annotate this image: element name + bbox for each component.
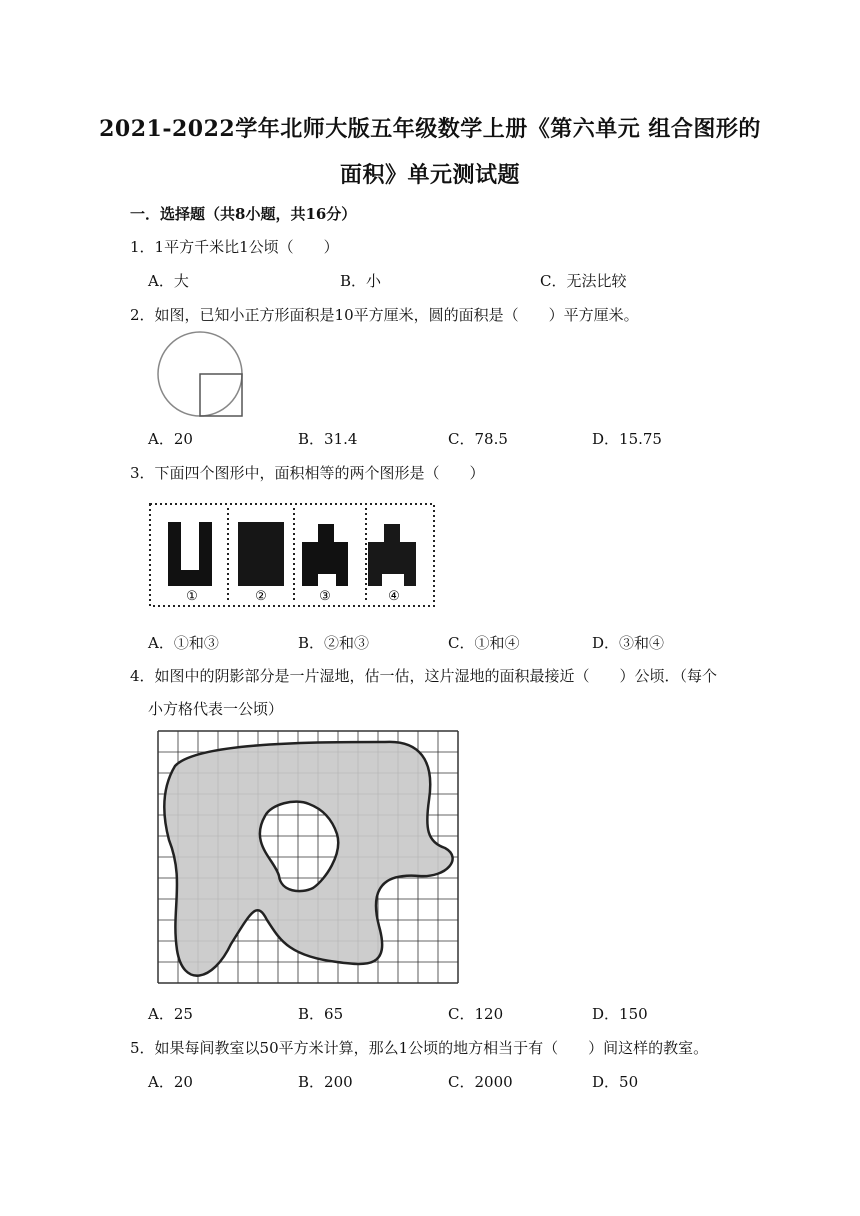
wetland-grid-figure [157,730,459,984]
question-3-option-d: D．③和④ [592,634,665,652]
question-1-option-b: B．小 [340,272,382,290]
question-5-option-c: C．2000 [448,1073,513,1091]
shape-2-label: ② [255,589,267,604]
shape-1-label: ① [186,589,198,604]
question-3-option-b: B．②和③ [298,634,370,652]
section-heading: 一．选择题（共8小题，共16分） [130,205,357,223]
shape-4-label: ④ [388,589,400,604]
question-5-option-d: D．50 [592,1073,639,1091]
question-2-stem: 2．如图，已知小正方形面积是10平方厘米，圆的面积是（ ）平方厘米。 [130,306,639,324]
question-1-stem: 1．1平方千米比1公顷（ ） [130,238,339,256]
shape-3-label: ③ [319,589,331,604]
question-2-option-b: B．31.4 [298,430,358,448]
question-1-option-c: C．无法比较 [540,272,627,290]
question-4-option-b: B．65 [298,1005,344,1023]
document-title-line-2: 面积》单元测试题 [339,162,520,188]
question-2-option-c: C．78.5 [448,430,508,448]
question-4-option-a: A．25 [148,1005,193,1023]
question-5-option-b: B．200 [298,1073,353,1091]
question-4-stem-cont: 小方格代表一公顷） [148,700,284,718]
question-4-option-d: D．150 [592,1005,648,1023]
question-5-option-a: A．20 [148,1073,193,1091]
question-1-option-a: A．大 [148,272,189,290]
question-2-option-a: A．20 [148,430,193,448]
question-3-option-a: A．①和③ [148,634,219,652]
shape-1-u [168,522,212,586]
four-shapes-figure [148,500,438,610]
question-5-stem: 5．如果每间教室以50平方米计算，那么1公顷的地方相当于有（ ）间这样的教室。 [130,1039,709,1057]
question-3-stem: 3．下面四个图形中，面积相等的两个图形是（ ） [130,464,485,482]
question-2-option-d: D．15.75 [592,430,662,448]
question-3-option-c: C．①和④ [448,634,520,652]
shape-4 [368,524,416,586]
circle-square-figure [150,326,250,421]
question-4-option-c: C．120 [448,1005,504,1023]
shape-3 [302,524,348,586]
question-4-stem: 4．如图中的阴影部分是一片湿地，估一估，这片湿地的面积最接近（ ）公顷．（每个 [130,667,718,685]
shape-2-rectangle [238,522,284,586]
document-title-line-1: 2021-2022学年北师大版五年级数学上册《第六单元 组合图形的 [99,116,761,142]
